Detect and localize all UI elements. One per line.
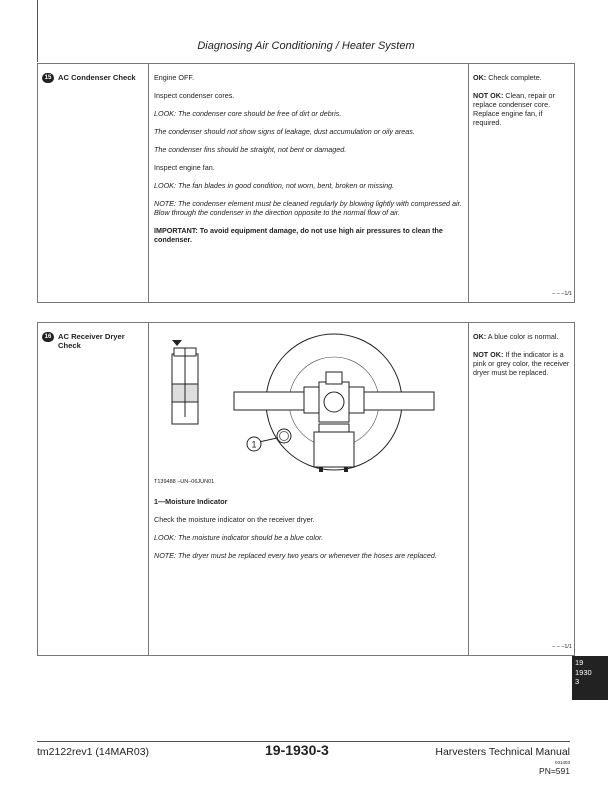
body-text: LOOK: The condenser core should be free of dirt or debris.: [154, 109, 342, 118]
section-body: [148, 323, 469, 655]
tab-line: 19: [575, 658, 584, 667]
ok-text: A blue color is normal.: [487, 332, 559, 341]
notok-label: NOT OK:: [473, 350, 504, 359]
section-condenser: [37, 63, 575, 303]
section-results: [469, 64, 576, 302]
footer-doc-id: tm2122rev1 (14MAR03): [37, 746, 150, 758]
section-heading: [38, 64, 148, 302]
note-text: NOTE: The condenser element must be cleaned regularly by blowing lightly with compressed air. Blow through the condenser in the direction opposite to the normal flow of air.: [154, 199, 462, 217]
body-text: The condenser fins should be straight, not bent or damaged.: [154, 145, 347, 154]
continuation-mark: – – –1/1: [552, 291, 572, 297]
footer-page-number: 19-1930-3: [265, 742, 329, 758]
body-text: LOOK: The fan blades in good condition, not worn, bent, broken or missing.: [154, 181, 395, 190]
step-badge: 15: [42, 73, 54, 83]
footer-code: 031403: [554, 760, 570, 765]
notok-text: If the indicator is a pink or grey color, the receiver dryer must be replaced.: [473, 350, 570, 377]
body-text: Inspect engine fan.: [154, 163, 215, 172]
ok-text: Check complete.: [488, 73, 542, 82]
footer-manual-title: Harvesters Technical Manual: [435, 746, 570, 758]
section-body: [148, 64, 469, 302]
section-receiver-dryer: [37, 322, 575, 656]
footer-pn: PN=591: [539, 766, 570, 776]
body-text: The condenser should not show signs of leakage, dust accumulation or oily areas.: [154, 127, 415, 136]
section-tab: [572, 656, 608, 700]
body-text: LOOK: The moisture indicator should be a blue color.: [154, 533, 324, 542]
notok-label: NOT OK:: [473, 91, 504, 100]
body-text: Engine OFF.: [154, 73, 194, 82]
ok-label: OK:: [473, 332, 487, 341]
section-title: AC Receiver Dryer Check: [58, 332, 125, 350]
body-text: Check the moisture indicator on the receiver dryer.: [154, 515, 315, 524]
tab-line: 3: [575, 677, 580, 686]
ok-label: OK:: [473, 73, 487, 82]
step-badge: 16: [42, 332, 54, 342]
note-text: NOTE: The dryer must be replaced every two years or whenever the hoses are replaced.: [154, 551, 437, 560]
figure-legend: 1—Moisture Indicator: [154, 497, 228, 506]
callout-number: 1: [251, 439, 257, 450]
continuation-mark: – – –1/1: [552, 644, 572, 650]
figure-id: T139488 –UN–06JUN01: [154, 479, 215, 485]
receiver-dryer-illustration: [154, 332, 454, 472]
section-heading: [38, 323, 148, 655]
section-title: AC Condenser Check: [58, 73, 136, 82]
section-results: [469, 323, 576, 655]
important-text: IMPORTANT: To avoid equipment damage, do not use high air pressures to clean the condenser.: [154, 226, 443, 244]
page-header: Diagnosing Air Conditioning / Heater System: [197, 40, 415, 52]
tab-line: 1930: [575, 667, 592, 677]
notok-text: Clean, repair or replace condenser core. Replace engine fan, if required.: [473, 91, 555, 127]
body-text: Inspect condenser cores.: [154, 91, 235, 100]
margin-line: [37, 0, 38, 62]
